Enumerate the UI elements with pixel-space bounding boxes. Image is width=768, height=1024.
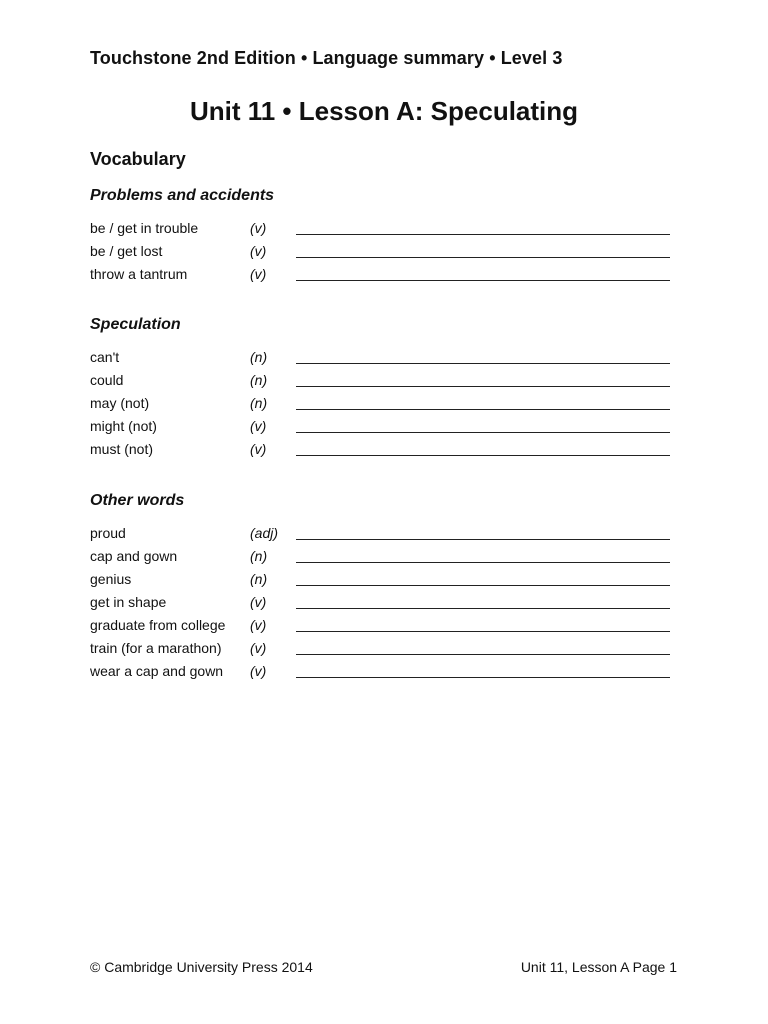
vocab-term: may (not) [90,395,150,411]
section-title: Vocabulary [90,149,186,169]
answer-line[interactable] [296,386,670,387]
part-of-speech: (n) [250,548,268,564]
vocab-row [90,220,670,243]
vocab-row [90,441,670,464]
vocab-row [90,243,670,266]
copyright-footer: © Cambridge University Press 2014 [90,959,313,975]
vocab-row [90,594,670,617]
page-number-footer: Unit 11, Lesson A Page 1 [520,959,677,975]
answer-line[interactable] [296,677,670,678]
part-of-speech: (v) [250,617,267,633]
part-of-speech: (v) [250,663,267,679]
part-of-speech: (v) [250,418,267,434]
part-of-speech: (v) [250,441,267,457]
vocab-term: could [90,372,124,388]
answer-line[interactable] [296,585,670,586]
group-title-other-words: Other words [90,492,185,509]
document-header: Touchstone 2nd Edition • Language summary • Level 3 [90,48,563,68]
part-of-speech: (adj) [250,525,279,541]
answer-line[interactable] [296,631,670,632]
vocab-term: can't [90,349,120,365]
answer-line[interactable] [296,257,670,258]
answer-line[interactable] [296,409,670,410]
vocab-term: graduate from college [90,617,226,633]
part-of-speech: (v) [250,640,267,656]
page-title: Unit 11 • Lesson A: Speculating [189,96,579,126]
part-of-speech: (v) [250,594,267,610]
vocab-term: get in shape [90,594,167,610]
vocab-term: train (for a marathon) [90,640,222,656]
group-title-problems-and-accidents: Problems and accidents [90,187,275,204]
answer-line[interactable] [296,654,670,655]
part-of-speech: (n) [250,349,268,365]
vocab-row [90,266,670,289]
vocab-row [90,571,670,594]
vocab-row [90,418,670,441]
vocab-term: might (not) [90,418,157,434]
answer-line[interactable] [296,608,670,609]
answer-line[interactable] [296,432,670,433]
part-of-speech: (n) [250,571,268,587]
vocab-term: genius [90,571,132,587]
vocab-row [90,548,670,571]
answer-line[interactable] [296,363,670,364]
answer-line[interactable] [296,234,670,235]
answer-line[interactable] [296,562,670,563]
answer-line[interactable] [296,280,670,281]
answer-line[interactable] [296,455,670,456]
part-of-speech: (n) [250,395,268,411]
vocab-row [90,663,670,686]
part-of-speech: (v) [250,243,267,259]
vocab-term: throw a tantrum [90,266,188,282]
vocab-row [90,372,670,395]
part-of-speech: (v) [250,220,267,236]
vocab-term: wear a cap and gown [90,663,224,679]
part-of-speech: (v) [250,266,267,282]
vocab-row [90,617,670,640]
vocab-row [90,395,670,418]
vocab-term: must (not) [90,441,154,457]
vocab-row [90,349,670,372]
vocab-term: be / get lost [90,243,163,259]
part-of-speech: (n) [250,372,268,388]
vocab-term: cap and gown [90,548,178,564]
vocab-term: proud [90,525,126,541]
vocab-row [90,525,670,548]
group-title-speculation: Speculation [90,316,181,333]
vocab-row [90,640,670,663]
vocab-term: be / get in trouble [90,220,199,236]
answer-line[interactable] [296,539,670,540]
